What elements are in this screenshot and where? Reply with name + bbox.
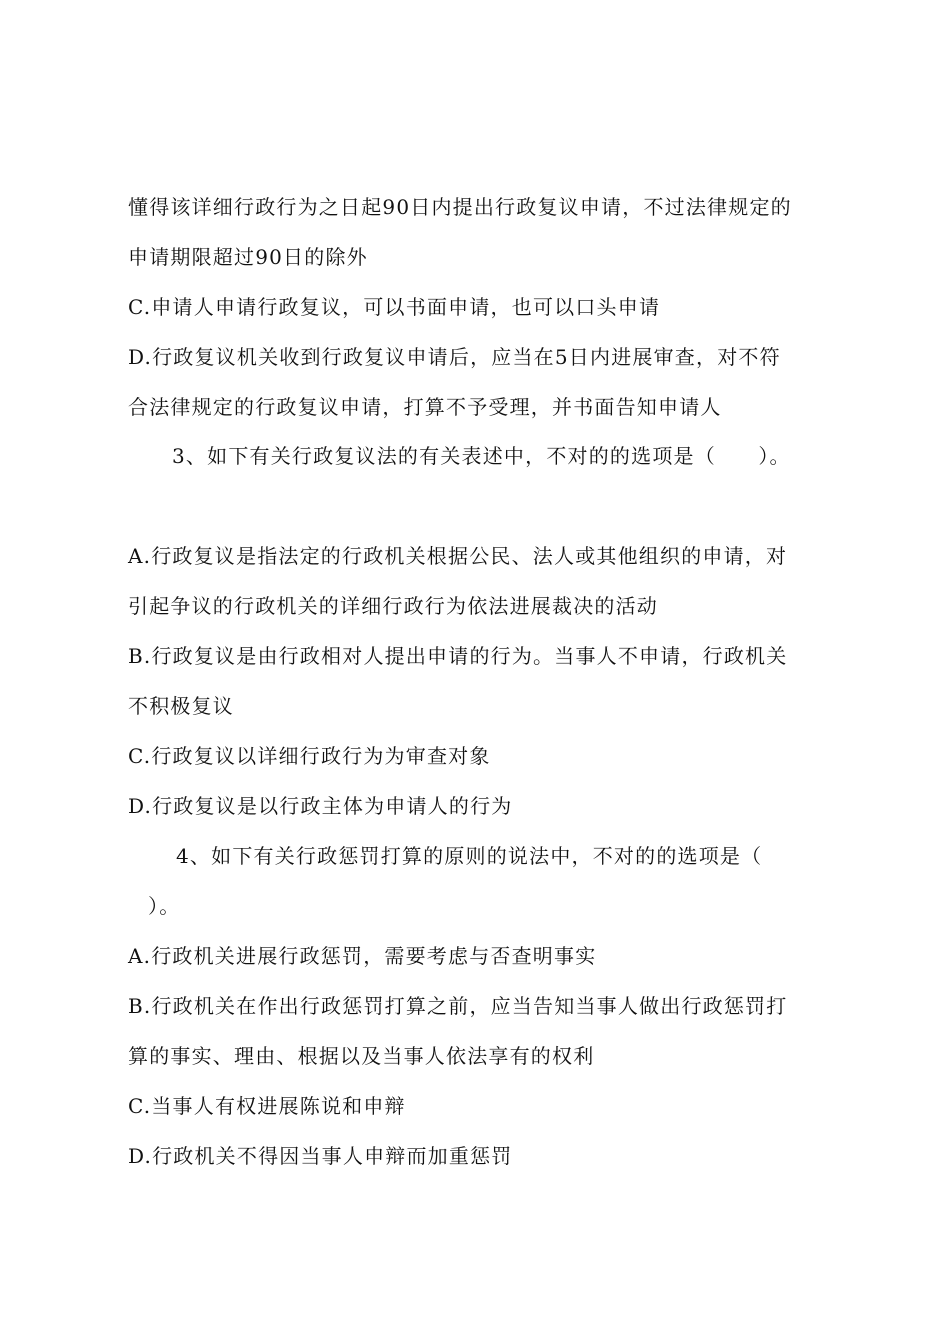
question-4-title: 4、如下有关行政惩罚打算的原则的说法中，不对的的选项是（ xyxy=(176,844,763,868)
question-4-title-end: ）。 xyxy=(148,894,181,918)
option-c-line: C.行政复议以详细行政行为为审查对象 xyxy=(128,744,491,768)
question-3-title: 3、如下有关行政复议法的有关表述中，不对的的选项是（ ）。 xyxy=(172,444,791,468)
text-line: 不积极复议 xyxy=(128,694,234,718)
option-d-line: D.行政复议机关收到行政复议申请后，应当在5日内进展审查，对不符 xyxy=(128,345,781,369)
text-line: 合法律规定的行政复议申请，打算不予受理，并书面告知申请人 xyxy=(128,395,722,419)
option-a-line: A.行政复议是指法定的行政机关根据公民、法人或其他组织的申请，对 xyxy=(128,544,788,568)
option-b-line: B.行政机关在作出行政惩罚打算之前，应当告知当事人做出行政惩罚打 xyxy=(128,994,788,1018)
option-a-line: A.行政机关进展行政惩罚，需要考虑与否查明事实 xyxy=(128,944,597,968)
text-line: 算的事实、理由、根据以及当事人依法享有的权利 xyxy=(128,1044,595,1068)
text-line: 懂得该详细行政行为之日起90日内提出行政复议申请，不过法律规定的 xyxy=(128,195,792,219)
option-c-line: C.申请人申请行政复议，可以书面申请，也可以口头申请 xyxy=(128,295,661,319)
option-d-line: D.行政机关不得因当事人申辩而加重惩罚 xyxy=(128,1144,513,1168)
option-d-line: D.行政复议是以行政主体为申请人的行为 xyxy=(128,794,513,818)
text-line: 引起争议的行政机关的详细行政行为依法进展裁决的活动 xyxy=(128,594,658,618)
option-c-line: C.当事人有权进展陈说和申辩 xyxy=(128,1094,406,1118)
option-b-line: B.行政复议是由行政相对人提出申请的行为。当事人不申请，行政机关 xyxy=(128,644,788,668)
text-line: 申请期限超过90日的除外 xyxy=(128,245,368,269)
